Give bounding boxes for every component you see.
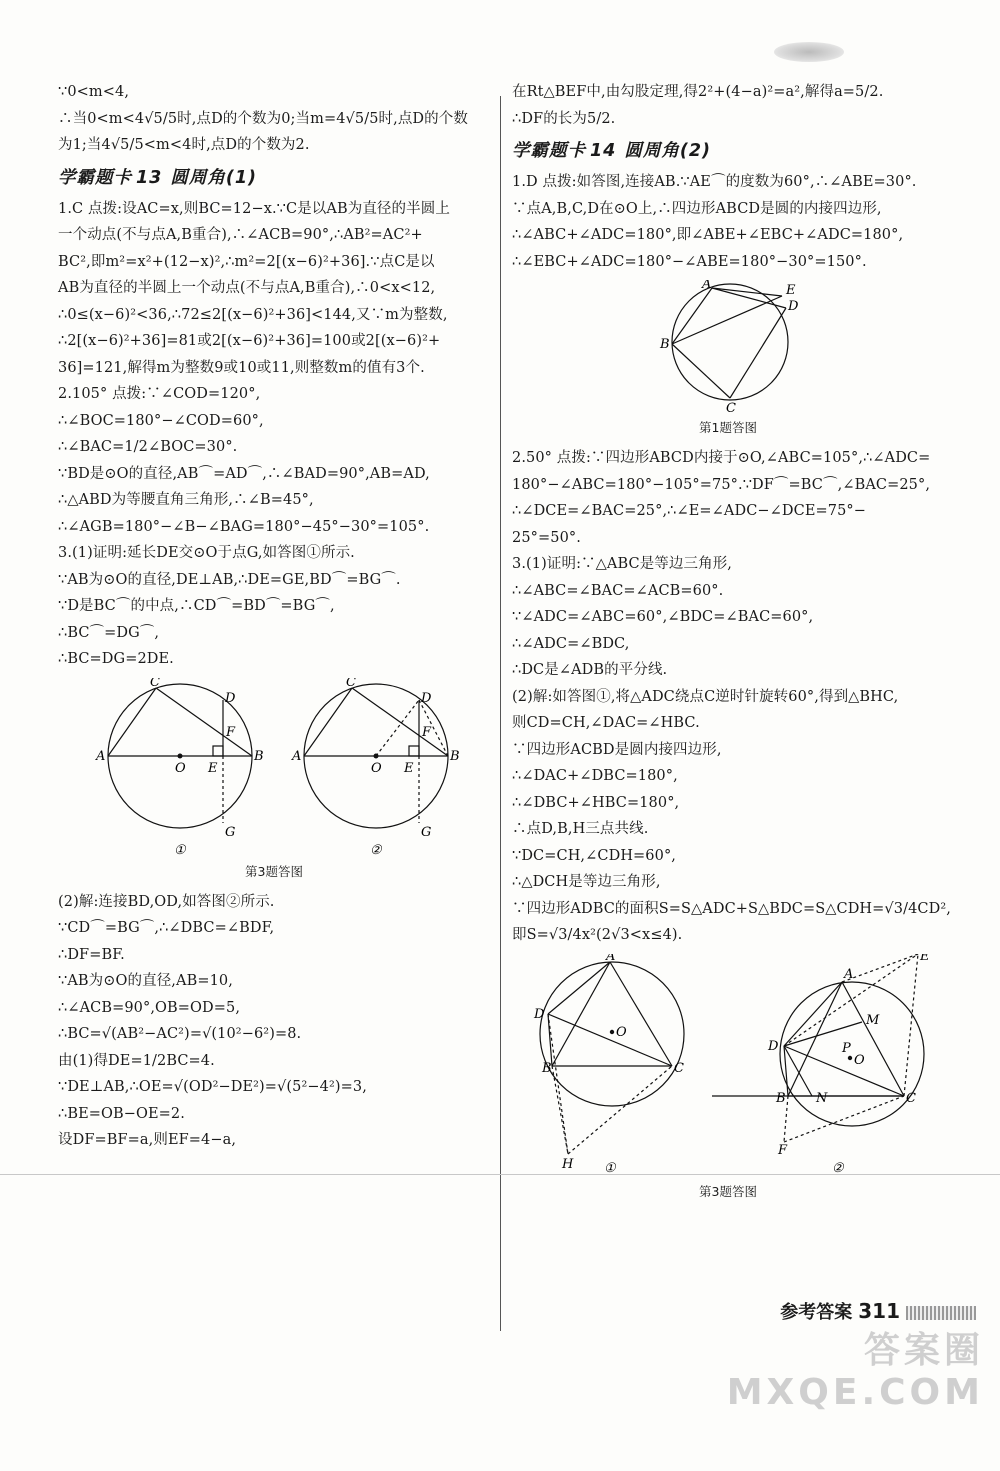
fig-label-2: ② bbox=[370, 842, 382, 856]
left-question-3-part-1 bbox=[58, 545, 490, 667]
right-question-2 bbox=[512, 450, 944, 546]
text-line: ∴∠DCE=∠BAC=25°,∴∠E=∠ADC−∠DCE=75°− bbox=[512, 503, 867, 519]
text-line: 180°−∠ABC=180°−105°=75°.∵DF⌒=BC⌒,∠BAC=25°, bbox=[512, 476, 931, 493]
text-line: 设DF=BF=a,则EF=4−a, bbox=[58, 1132, 237, 1148]
footer-hatch bbox=[906, 1306, 976, 1320]
svg-text:O: O bbox=[854, 1052, 865, 1068]
section-number: 14 bbox=[590, 141, 617, 161]
right-column bbox=[512, 84, 951, 1214]
equilateral-diagrams bbox=[512, 954, 944, 1176]
text-line: ∵BD是⊙O的直径,AB⌒=AD⌒,∴∠BAD=90°,AB=AD, bbox=[58, 465, 430, 482]
text-line: AB为直径的半圆上一个动点(不与点A,B重合),∴0<x<12, bbox=[58, 280, 436, 296]
text-line: ∴2[(x−6)²+36]=81或2[(x−6)²+36]=100或2[(x−6)²+ bbox=[58, 333, 441, 349]
text-line: ∵D是BC⌒的中点,∴CD⌒=BD⌒=BG⌒, bbox=[58, 598, 335, 614]
svg-text:A: A bbox=[96, 748, 106, 764]
right-intro-lines bbox=[512, 84, 944, 127]
text-line: (2)解:连接BD,OD,如答图②所示. bbox=[58, 893, 275, 910]
svg-text:D: D bbox=[534, 1006, 545, 1022]
left-figure-3 bbox=[58, 678, 490, 856]
svg-text:O: O bbox=[175, 760, 186, 776]
watermark-line-1: 答案圈 bbox=[863, 1330, 984, 1371]
text-line: ∴∠ABC=∠BAC=∠ACB=60°. bbox=[512, 582, 724, 599]
text-line: ∴点D,B,H三点共线. bbox=[512, 821, 649, 837]
figure-caption: 第3题答图 bbox=[245, 863, 303, 879]
column-divider bbox=[500, 96, 501, 1331]
footer-label: 参考答案 bbox=[780, 1302, 853, 1323]
svg-text:F: F bbox=[778, 1142, 788, 1158]
fig-label-1: ① bbox=[604, 1160, 616, 1176]
page-footer bbox=[780, 1298, 976, 1324]
right-question-3-part-2 bbox=[512, 688, 951, 944]
left-column bbox=[58, 84, 490, 1159]
text-line: ∵DC=CH,∠CDH=60°, bbox=[512, 847, 677, 864]
text-line: ∵点A,B,C,D在⊙O上,∴四边形ABCD是圆的内接四边形, bbox=[512, 200, 882, 217]
inscribed-quadrilateral bbox=[512, 280, 944, 412]
text-line: ∴∠ACB=90°,OB=OD=5, bbox=[58, 999, 241, 1016]
svg-text:M: M bbox=[866, 1012, 880, 1028]
text-line: ∵AB为⊙O的直径,DE⊥AB,∴DE=GE,BD⌒=BG⌒. bbox=[58, 571, 401, 588]
text-line: 由(1)得DE=1/2BC=4. bbox=[58, 1052, 215, 1069]
text-line: ∴0≤(x−6)²<36,∴72≤2[(x−6)²+36]<144,又∵m为整数, bbox=[58, 306, 448, 323]
svg-text:E: E bbox=[208, 760, 218, 776]
svg-text:C: C bbox=[674, 1060, 684, 1076]
svg-text:B: B bbox=[450, 748, 460, 764]
text-line: 1.C 点拨:设AC=x,则BC=12−x.∵C是以AB为直径的半圆上 bbox=[58, 200, 450, 217]
svg-text:C: C bbox=[150, 677, 160, 690]
text-line: 1.D 点拨:如答图,连接AB.∵AE⌒的度数为60°,∴∠ABE=30°. bbox=[512, 174, 917, 190]
svg-text:H: H bbox=[562, 1156, 574, 1172]
text-line: ∴∠DAC+∠DBC=180°, bbox=[512, 768, 678, 784]
svg-text:B: B bbox=[542, 1060, 552, 1076]
text-line: 为1;当4√5/5<m<4时,点D的个数为2. bbox=[58, 137, 310, 153]
text-line: ∵四边形ACBD是圆内接四边形, bbox=[512, 741, 722, 758]
svg-text:D: D bbox=[768, 1038, 779, 1054]
right-figure-1 bbox=[512, 280, 944, 412]
text-line: ∴DF=BF. bbox=[58, 946, 125, 963]
svg-text:C: C bbox=[906, 1090, 916, 1106]
figure-caption: 第3题答图 bbox=[699, 1183, 757, 1199]
text-line: ∴∠ABC+∠ADC=180°,即∠ABE+∠EBC+∠ADC=180°, bbox=[512, 227, 904, 243]
header-decoration bbox=[774, 42, 844, 62]
text-line: ∴△DCH是等边三角形, bbox=[512, 874, 661, 890]
section-number: 13 bbox=[136, 167, 163, 188]
text-line: 一个动点(不与点A,B重合),∴∠ACB=90°,∴AB²=AC²+ bbox=[58, 227, 423, 243]
svg-text:O: O bbox=[371, 760, 382, 776]
text-line: ∴当0<m<4√5/5时,点D的个数为0;当m=4√5/5时,点D的个数 bbox=[58, 110, 468, 127]
figure-caption: 第1题答图 bbox=[699, 420, 757, 435]
page-number: 311 bbox=[858, 1299, 900, 1323]
text-line: 即S=√3/4x²(2√3<x≤4). bbox=[512, 927, 683, 943]
svg-text:E: E bbox=[404, 760, 414, 776]
fig-label-1: ① bbox=[174, 842, 186, 856]
left-question-2 bbox=[58, 386, 490, 535]
section-title: 学霸题卡 bbox=[512, 141, 586, 161]
text-line: 2.50° 点拨:∵四边形ABCD内接于⊙O,∠ABC=105°,∴∠ADC= bbox=[512, 450, 931, 466]
svg-text:E: E bbox=[920, 953, 930, 964]
left-question-3-part-2 bbox=[58, 894, 490, 1149]
svg-text:A: A bbox=[606, 953, 616, 964]
svg-text:B: B bbox=[660, 337, 670, 352]
text-line: ∴BC=DG=2DE. bbox=[58, 651, 174, 667]
circle-diagrams bbox=[58, 678, 490, 856]
text-line: ∵CD⌒=BG⌒,∴∠DBC=∠BDF, bbox=[58, 920, 275, 936]
section-title: 学霸题卡 bbox=[58, 167, 132, 188]
svg-text:D: D bbox=[788, 299, 799, 314]
text-line: 在Rt△BEF中,由勾股定理,得2²+(4−a)²=a²,解得a=5/2. bbox=[512, 84, 884, 100]
text-line: ∴∠BAC=1/2∠BOC=30°. bbox=[58, 439, 238, 455]
left-question-1 bbox=[58, 201, 490, 376]
right-figure-3 bbox=[512, 954, 944, 1176]
svg-text:F: F bbox=[226, 724, 236, 740]
text-line: (2)解:如答图①,将△ADC绕点C逆时针旋转60°,得到△BHC, bbox=[512, 688, 899, 705]
watermark bbox=[727, 1330, 984, 1414]
text-line: ∴∠DBC+∠HBC=180°, bbox=[512, 794, 680, 811]
svg-text:A: A bbox=[844, 966, 854, 982]
watermark-line-2: MXQE.COM bbox=[726, 1372, 984, 1413]
text-line: ∴∠ADC=∠BDC, bbox=[512, 635, 630, 652]
text-line: 36]=121,解得m为整数9或10或11,则整数m的值有3个. bbox=[58, 359, 425, 376]
section-13-heading bbox=[58, 164, 490, 189]
text-line: ∴BC=√(AB²−AC²)=√(10²−6²)=8. bbox=[58, 1026, 302, 1042]
text-line: ∵四边形ADBC的面积S=S△ADC+S△BDC=S△CDH=√3/4CD², bbox=[512, 900, 951, 917]
svg-text:G: G bbox=[421, 824, 432, 840]
section-topic: 圆周角(1) bbox=[170, 167, 258, 188]
text-line: 25°=50°. bbox=[512, 529, 581, 546]
svg-text:A: A bbox=[702, 280, 712, 292]
text-line: 则CD=CH,∠DAC=∠HBC. bbox=[512, 715, 700, 731]
svg-text:P: P bbox=[842, 1040, 851, 1056]
svg-text:O: O bbox=[616, 1024, 627, 1040]
text-line: ∵0<m<4, bbox=[58, 84, 130, 100]
text-line: ∴∠EBC+∠ADC=180°−∠ABE=180°−30°=150°. bbox=[512, 253, 867, 270]
svg-text:D: D bbox=[421, 690, 432, 706]
svg-text:B: B bbox=[254, 748, 264, 764]
text-line: ∵AB为⊙O的直径,AB=10, bbox=[58, 973, 233, 989]
svg-text:D: D bbox=[225, 690, 236, 706]
text-line: 2.105° 点拨:∵∠COD=120°, bbox=[58, 386, 261, 402]
text-line: ∴∠BOC=180°−∠COD=60°, bbox=[58, 412, 264, 429]
section-14-heading bbox=[512, 137, 944, 162]
svg-text:N: N bbox=[816, 1090, 828, 1106]
text-line: ∴BE=OB−OE=2. bbox=[58, 1105, 185, 1122]
svg-text:E: E bbox=[786, 283, 796, 298]
text-line: ∴BC⌒=DG⌒, bbox=[58, 624, 160, 641]
left-intro-lines bbox=[58, 84, 490, 153]
text-line: ∴DF的长为5/2. bbox=[512, 110, 616, 127]
svg-text:C: C bbox=[726, 401, 736, 412]
svg-text:F: F bbox=[422, 724, 432, 740]
text-line: ∵DE⊥AB,∴OE=√(OD²−DE²)=√(5²−4²)=3, bbox=[58, 1079, 367, 1095]
svg-text:B: B bbox=[776, 1090, 786, 1106]
text-line: 3.(1)证明:延长DE交⊙O于点G,如答图①所示. bbox=[58, 545, 355, 561]
fig-label-2: ② bbox=[832, 1160, 844, 1176]
text-line: ∴∠AGB=180°−∠B−∠BAG=180°−45°−30°=105°. bbox=[58, 518, 430, 535]
text-line: 3.(1)证明:∵△ABC是等边三角形, bbox=[512, 556, 733, 572]
svg-text:G: G bbox=[225, 824, 236, 840]
text-line: BC²,即m²=x²+(12−x)²,∴m²=2[(x−6)²+36].∵点C是以 bbox=[58, 253, 435, 270]
svg-text:C: C bbox=[346, 677, 356, 690]
section-topic: 圆周角(2) bbox=[624, 141, 712, 161]
text-line: ∵∠ADC=∠ABC=60°,∠BDC=∠BAC=60°, bbox=[512, 609, 814, 625]
right-question-3-part-1 bbox=[512, 556, 944, 678]
right-question-1 bbox=[512, 174, 944, 270]
text-line: ∴△ABD为等腰直角三角形,∴∠B=45°, bbox=[58, 492, 314, 508]
text-line: ∴DC是∠ADB的平分线. bbox=[512, 662, 668, 678]
svg-text:A: A bbox=[292, 748, 302, 764]
